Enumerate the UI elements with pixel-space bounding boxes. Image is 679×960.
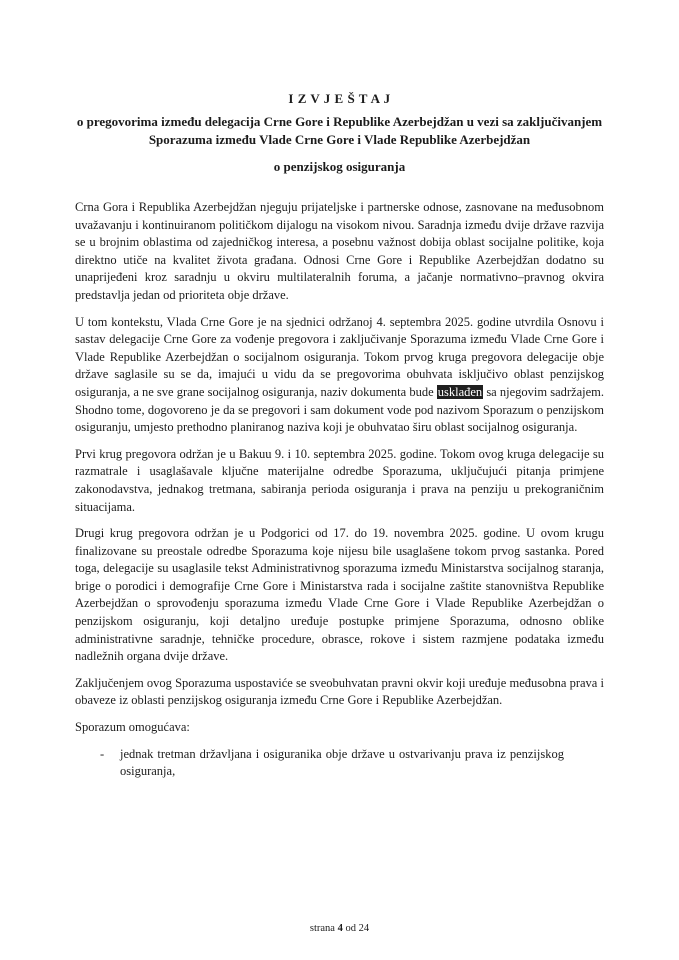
list-item-text: jednak tretman državljana i osiguranika obje države u ostvarivanju prava iz penzijskog osiguranja,	[120, 746, 564, 779]
title-subtitle-2: Sporazuma između Vlade Crne Gore i Vlade Republike Azerbejdžan	[148, 132, 531, 147]
list-item-dash: -	[100, 746, 105, 761]
paragraph-6-lead: Sporazum omogućava:	[75, 720, 190, 735]
list-item	[100, 746, 604, 781]
document-title-block	[75, 90, 604, 176]
title-subtitle-3: o penzijskog osiguranja	[273, 159, 406, 174]
footer-total-pages: 24	[358, 923, 370, 934]
footer-page-number: 4	[337, 923, 343, 934]
title-subtitle-1: o pregovorima između delegacija Crne Gore i Republike Azerbejdžan u vezi sa zaključivanjem	[76, 114, 603, 129]
paragraph-1: Crna Gora i Republika Azerbejdžan njeguju prijateljske i partnerske odnose, zasnovane na međusobnom uvažavanju i kontinuiranom političkom dijalogu na visokom nivou. Saradnja između dvije države razvija se u brojnim oblastima od zajedničkog interesa, a posebnu važnost dobija oblast socijalne politike, koja direktno utiče na kvalitet života građana. Odnosi Crne Gore i Republike Azerbejdžan dodatno su unaprijeđeni kroz saradnju u okviru multilateralnih foruma, a jačanje normativno–pravnog okvira predstavlja jedan od prioriteta obje države.	[75, 200, 604, 302]
title-main: I Z V J E Š T A J	[288, 91, 391, 106]
paragraph-4: Drugi krug pregovora održan je u Podgorici od 17. do 19. novembra 2025. godine. U ovom krugu finalizovane su preostale odredbe Sporazuma koje nijesu bile usaglašene tokom prvog sastanka. Pored toga, delegacije su usaglasile tekst Administrativnog sporazuma između Ministarstva socijalnog staranja, brige o porodici i demografije Crne Gore i Ministarstva rada i socijalne zaštite stanovništva Republike Azerbejdžan o sprovođenju sporazuma između Vlade Crne Gore i Vlade Republike Azerbejdžan o penzijskom osiguranju, koji detaljno uređuje postupke primjene Sporazuma, odnosno oblike administrativne saradnje, tehničke procedure, obrasce, rokove i sistem razmjene podataka između nadležnih organa dvije države.	[75, 526, 604, 664]
highlighted-word: usklađen	[437, 384, 483, 399]
paragraph-2-text-after: sa njegovim sadržajem. Shodno tome, dogovoreno je da se pregovori i sam dokument vode pod nazivom Sporazum o penzijskom osiguranju, umjesto prethodno planiranog naziva koji je obuhvatao širu oblast socijalnog osiguranja.	[75, 384, 604, 435]
paragraph-2	[75, 314, 604, 437]
footer-label-of: od	[345, 923, 356, 934]
paragraph-3: Prvi krug pregovora održan je u Bakuu 9. i 10. septembra 2025. godine. Tokom ovog kruga delegacije su razmatrale i usaglašavale ključne materijalne odredbe Sporazuma, uključujući pitanja primjene zakonodavstva, jednakog tretmana, sabiranja perioda osiguranja i prava na penziju u prekograničnim situacijama.	[75, 446, 604, 514]
document-body	[75, 199, 604, 781]
paragraph-5: Zaključenjem ovog Sporazuma uspostaviće se sveobuhvatan pravni okvir koji uređuje međusobna prava i obaveze iz oblasti penzijskog osiguranja između Crne Gore i Republike Azerbejdžan.	[75, 675, 604, 708]
footer-label-page: strana	[309, 923, 335, 934]
page-footer	[0, 922, 679, 936]
paragraph-2-text-before: U tom kontekstu, Vlada Crne Gore je na sjednici održanoj 4. septembra 2025. godine utvrdila Osnovu i sastav delegacije Crne Gore za vođenje pregovora i zaključivanje Sporazuma između Vlade Crne Gore i Vlade Republike Azerbejdžan o socijalnom osiguranja. Tokom prvog kruga pregovora delegacije obje države saglasile su se da, imajući u vidu da se pregovorima obuhvata isključivo oblast penzijskog osiguranja, a ne sve grane socijalnog osiguranja, naziv dokumenta bude	[75, 314, 604, 399]
